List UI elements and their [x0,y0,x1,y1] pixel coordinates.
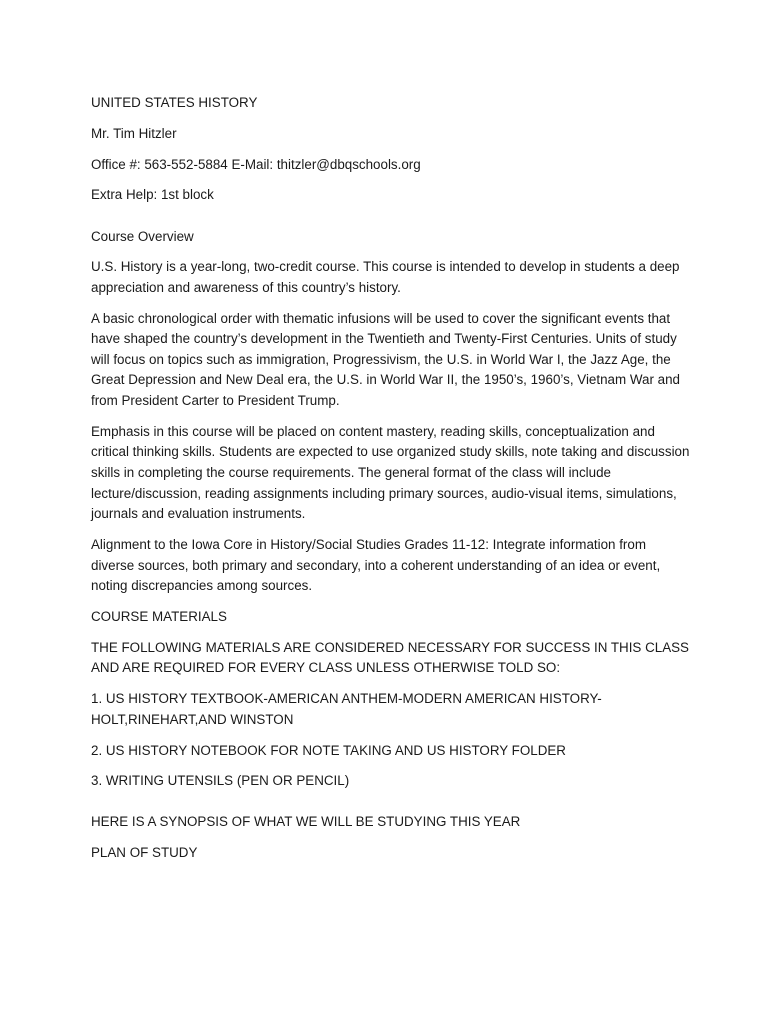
materials-item-2: 2. US HISTORY NOTEBOOK FOR NOTE TAKING AND US HISTORY FOLDER [91,742,566,758]
extra-help: Extra Help: 1st block [91,187,214,203]
overview-paragraph-1: U.S. History is a year-long, two-credit course. This course is intended to develop in students a deep appreciation and awareness of this country’s history. [91,259,680,295]
materials-heading: COURSE MATERIALS [91,608,227,624]
overview-paragraph-4: Alignment to the Iowa Core in History/Social Studies Grades 11-12: Integrate information from diverse sources, both primary and secondary, into a coherent understanding of an idea or event, noting discrepancies among sources. [91,537,661,594]
materials-item-3: 3. WRITING UTENSILS (PEN OR PENCIL) [91,773,350,789]
contact-info: Office #: 563-552-5884 E-Mail: thitzler@dbqschools.org [91,156,421,172]
synopsis-intro: HERE IS A SYNOPSIS OF WHAT WE WILL BE STUDYING THIS YEAR [91,814,521,830]
materials-intro: THE FOLLOWING MATERIALS ARE CONSIDERED NECESSARY FOR SUCCESS IN THIS CLASS AND ARE REQUIRED FOR EVERY CLASS UNLESS OTHERWISE TOLD SO: [91,639,689,676]
plan-of-study-heading: PLAN OF STUDY [91,845,198,861]
document-body [91,93,691,874]
course-title: UNITED STATES HISTORY [91,95,258,110]
teacher-name: Mr. Tim Hitzler [91,125,177,141]
overview-paragraph-2: A basic chronological order with thematic infusions will be used to cover the significant events that have shaped the country’s development in the Twentieth and Twenty-First Centuries. Units of study will focus on topics such as immigration, Progressivism, the U.S. in World War I, the Jazz Age, the Great Depression and New Deal era, the U.S. in World War II, the 1950’s, 1960’s, Vietnam War and from President Carter to President Trump. [91,310,680,409]
materials-item-1: 1. US HISTORY TEXTBOOK-AMERICAN ANTHEM-MODERN AMERICAN HISTORY-HOLT,RINEHART,AND WINSTON [91,691,602,727]
overview-paragraph-3: Emphasis in this course will be placed on content mastery, reading skills, conceptualization and critical thinking skills. Students are expected to use organized study skills, note taking and discussion skills in completing the course requirements. The general format of the class will include lecture/discussion, reading assignments including primary sources, audio-visual items, simulations, journals and evaluation instruments. [91,423,690,522]
overview-heading: Course Overview [91,228,194,244]
